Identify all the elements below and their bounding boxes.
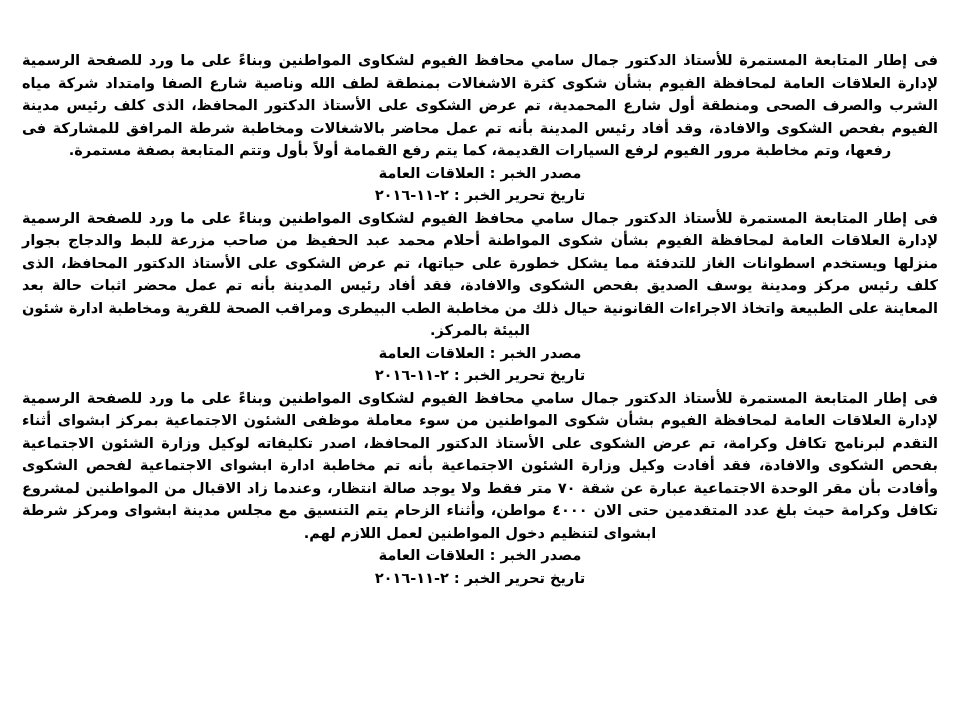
news-date: تاريخ تحرير الخبر : ٢-١١-٢٠١٦ (374, 570, 586, 587)
news-body: فى إطار المتابعة المستمرة للأستاذ الدكتور جمال سامي محافظ الفيوم لشكاوى المواطنين وبناءً على ما ورد للصفحة الرسمية لإدارة العلاقات العامة لمحافظة الفيوم بشأن شكوى المواطنة أحلام محمد عبد الحفيظ من صاحب مزرعة للبط والدجاج بجوار منزلها ويستخدم اسطوانات الغاز للتدفئة مما يشكل خطورة على حياتها، تم عرض الشكوى على الأستاذ الدكتور المحافظ، الذى كلف رئيس مركز ومدينة يوسف الصديق بفحص الشكوى والافادة، فقد أفاد رئيس المدينة بأنه تم عمل محضر اثبات حالة بعد المعاينة على الطبيعة واتخاذ الاجراءات القانونية حيال ذلك من مخاطبة الطب البيطرى ومراقب الصحة للقرية ومخاطبة ادارة شئون البيئة بالمركز. (22, 210, 938, 339)
news-source: مصدر الخبر : العلاقات العامة (378, 165, 582, 182)
news-date: تاريخ تحرير الخبر : ٢-١١-٢٠١٦ (374, 368, 586, 384)
news-item-2 (22, 208, 938, 388)
news-body: فى إطار المتابعة المستمرة للأستاذ الدكتور جمال سامي محافظ الفيوم لشكاوى المواطنين وبناءً على ما ورد للصفحة الرسمية لإدارة العلاقات العامة لمحافظة الفيوم بشأن شكوى المواطنين من سوء معاملة موظفى الشئون الاجتماعية بمركز ابشواى أثناء التقدم لبرنامج تكافل وكرامة، تم عرض الشكوى على الأستاذ الدكتور المحافظ، اصدر تكليفاته لوكيل وزارة الشئون الاجتماعية بفحص الشكوى والافادة، فقد أفادت وكيل وزارة الشئون الاجتماعية بأنه تم مخاطبة ادارة ابشواى الاجتماعية لفحص الشكوى وأفادت بأن مقر الوحدة الاجتماعية عبارة عن شقة ٧٠ متر فقط ولا يوجد صالة انتظار، وعندما زاد الاقبال من المواطنين لمشروع تكافل وكرامة حيث بلغ عدد المتقدمين حتى الان ٤٠٠٠ مواطن، وأثناء الزحام يتم التنسيق مع مجلس مدينة ابشواى ومركز شرطة ابشواى لتنظيم دخول المواطنين لعمل اللازم لهم. (22, 390, 938, 542)
news-source: مصدر الخبر : العلاقات العامة (378, 345, 582, 362)
news-body: فى إطار المتابعة المستمرة للأستاذ الدكتور جمال سامي محافظ الفيوم لشكاوى المواطنين وبناءً على ما ورد للصفحة الرسمية لإدارة العلاقات العامة لمحافظة الفيوم بشأن شكوى كثرة الاشغالات بمنطقة لطف الله وناصية شارع الصفا وامتداد شركة مياه الشرب والصرف الصحى ومنطقة أول شارع المحمدية، تم عرض الشكوى على الأستاذ الدكتور المحافظ، الذى كلف رئيس مدينة الفيوم بفحص الشكوى والافادة، وقد أفاد رئيس المدينة بأنه تم عمل محاضر بالاشغالات ومخاطبة شرطة المرافق للمشاركة فى رفعها، وتم مخاطبة مرور الفيوم لرفع السيارات القديمة، كما يتم رفع القمامة أولاً بأول وتتم المتابعة بصفة مستمرة. (22, 53, 938, 159)
news-source: مصدر الخبر : العلاقات العامة (378, 548, 582, 564)
news-date: تاريخ تحرير الخبر : ٢-١١-٢٠١٦ (374, 188, 586, 204)
news-item-1 (22, 50, 938, 208)
news-item-3 (22, 388, 938, 591)
